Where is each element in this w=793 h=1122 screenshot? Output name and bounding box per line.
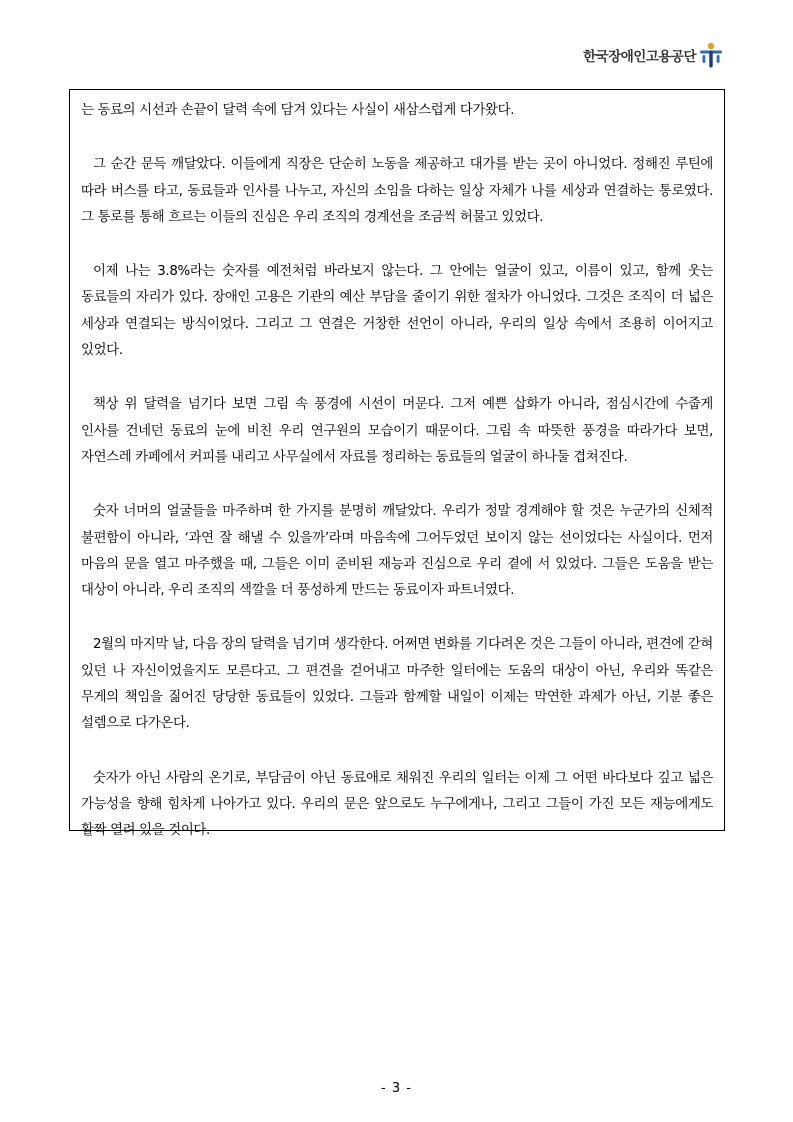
paragraph-6: 2월의 마지막 날, 다음 장의 달력을 넘기며 생각한다. 어쩌면 변화를 기다려온 것은 그들이 아니라, 편견에 갇혀 있던 나 자신이었을지도 모른다고. 그 편견을 걷어내고 마주한 일터에는 도움의 대상이 아닌, 우리와 똑같은 무게의 책임을 짊어진 당당한 동료들이 있었다. 그들과 함께할 내일이 이제는 막연한 과제가 아닌, 기분 좋은 설렘으로 다가온다. xyxy=(81,637,713,732)
paragraph-2: 그 순간 문득 깨달았다. 이들에게 직장은 단순히 노동을 제공하고 대가를 받는 곳이 아니었다. 정해진 루틴에 따라 버스를 타고, 동료들과 인사를 나누고, 자신의 소임을 다하는 일상 자체가 나를 세상과 연결하는 통로였다. 그 통로를 통해 흐르는 이들의 진심은 우리 조직의 경계선을 조금씩 허물고 있었다. xyxy=(81,157,713,225)
org-name: 한국장애인고용공단 xyxy=(583,49,696,65)
paragraph-3: 이제 나는 3.8%라는 숫자를 예전처럼 바라보지 않는다. 그 안에는 얼굴이 있고, 이름이 있고, 함께 웃는 동료들의 자리가 있다. 장애인 고용은 기관의 예산 부담을 줄이기 위한 절차가 아니었다. 그것은 조직이 더 넓은 세상과 연결되는 방식이었다. 그리고 그 연결은 거창한 선언이 아니라, 우리의 일상 속에서 조용히 이어지고 있었다. xyxy=(81,264,713,359)
paragraph-4: 책상 위 달력을 넘기다 보면 그림 속 풍경에 시선이 머문다. 그저 예쁜 삽화가 아니라, 점심시간에 수줍게 인사를 건네던 동료의 눈에 비친 우리 연구원의 모습이기 때문이다. 그림 속 따뜻한 풍경을 따라가다 보면, 자연스레 카페에서 커피를 내리고 사무실에서 자료를 정리하는 동료들의 얼굴이 하나둘 겹쳐진다. xyxy=(81,397,713,465)
paragraph-5: 숫자 너머의 얼굴들을 마주하며 한 가지를 분명히 깨달았다. 우리가 정말 경계해야 할 것은 누군가의 신체적 불편함이 아니라, ‘과연 잘 해낼 수 있을까’라며 마음속에 그어두었던 보이지 않는 선이었다는 사실이다. 먼저 마음의 문을 열고 마주했을 때, 그들은 이미 준비된 재능과 진심으로 우리 곁에 서 있었다. 그들은 도움을 받는 대상이 아니라, 우리 조직의 색깔을 더 풍성하게 만드는 동료이자 파트너였다. xyxy=(81,504,713,599)
header-logo xyxy=(583,42,723,68)
paragraph-1: 는 동료의 시선과 손끝이 달력 속에 담겨 있다는 사실이 새삼스럽게 다가왔다. xyxy=(81,103,515,118)
essay-text-box xyxy=(69,89,725,839)
page-number: - 3 - xyxy=(381,1081,412,1096)
kead-logo-icon xyxy=(699,42,723,68)
paragraph-7: 숫자가 아닌 사람의 온기로, 부담금이 아닌 동료애로 채워진 우리의 일터는 이제 그 어떤 바다보다 깊고 넓은 가능성을 향해 힘차게 나아가고 있다. 우리의 문은 앞으로도 누구에게나, 그리고 그들이 가진 모든 재능에게도 활짝 열려 있을 것이다. xyxy=(81,770,713,839)
